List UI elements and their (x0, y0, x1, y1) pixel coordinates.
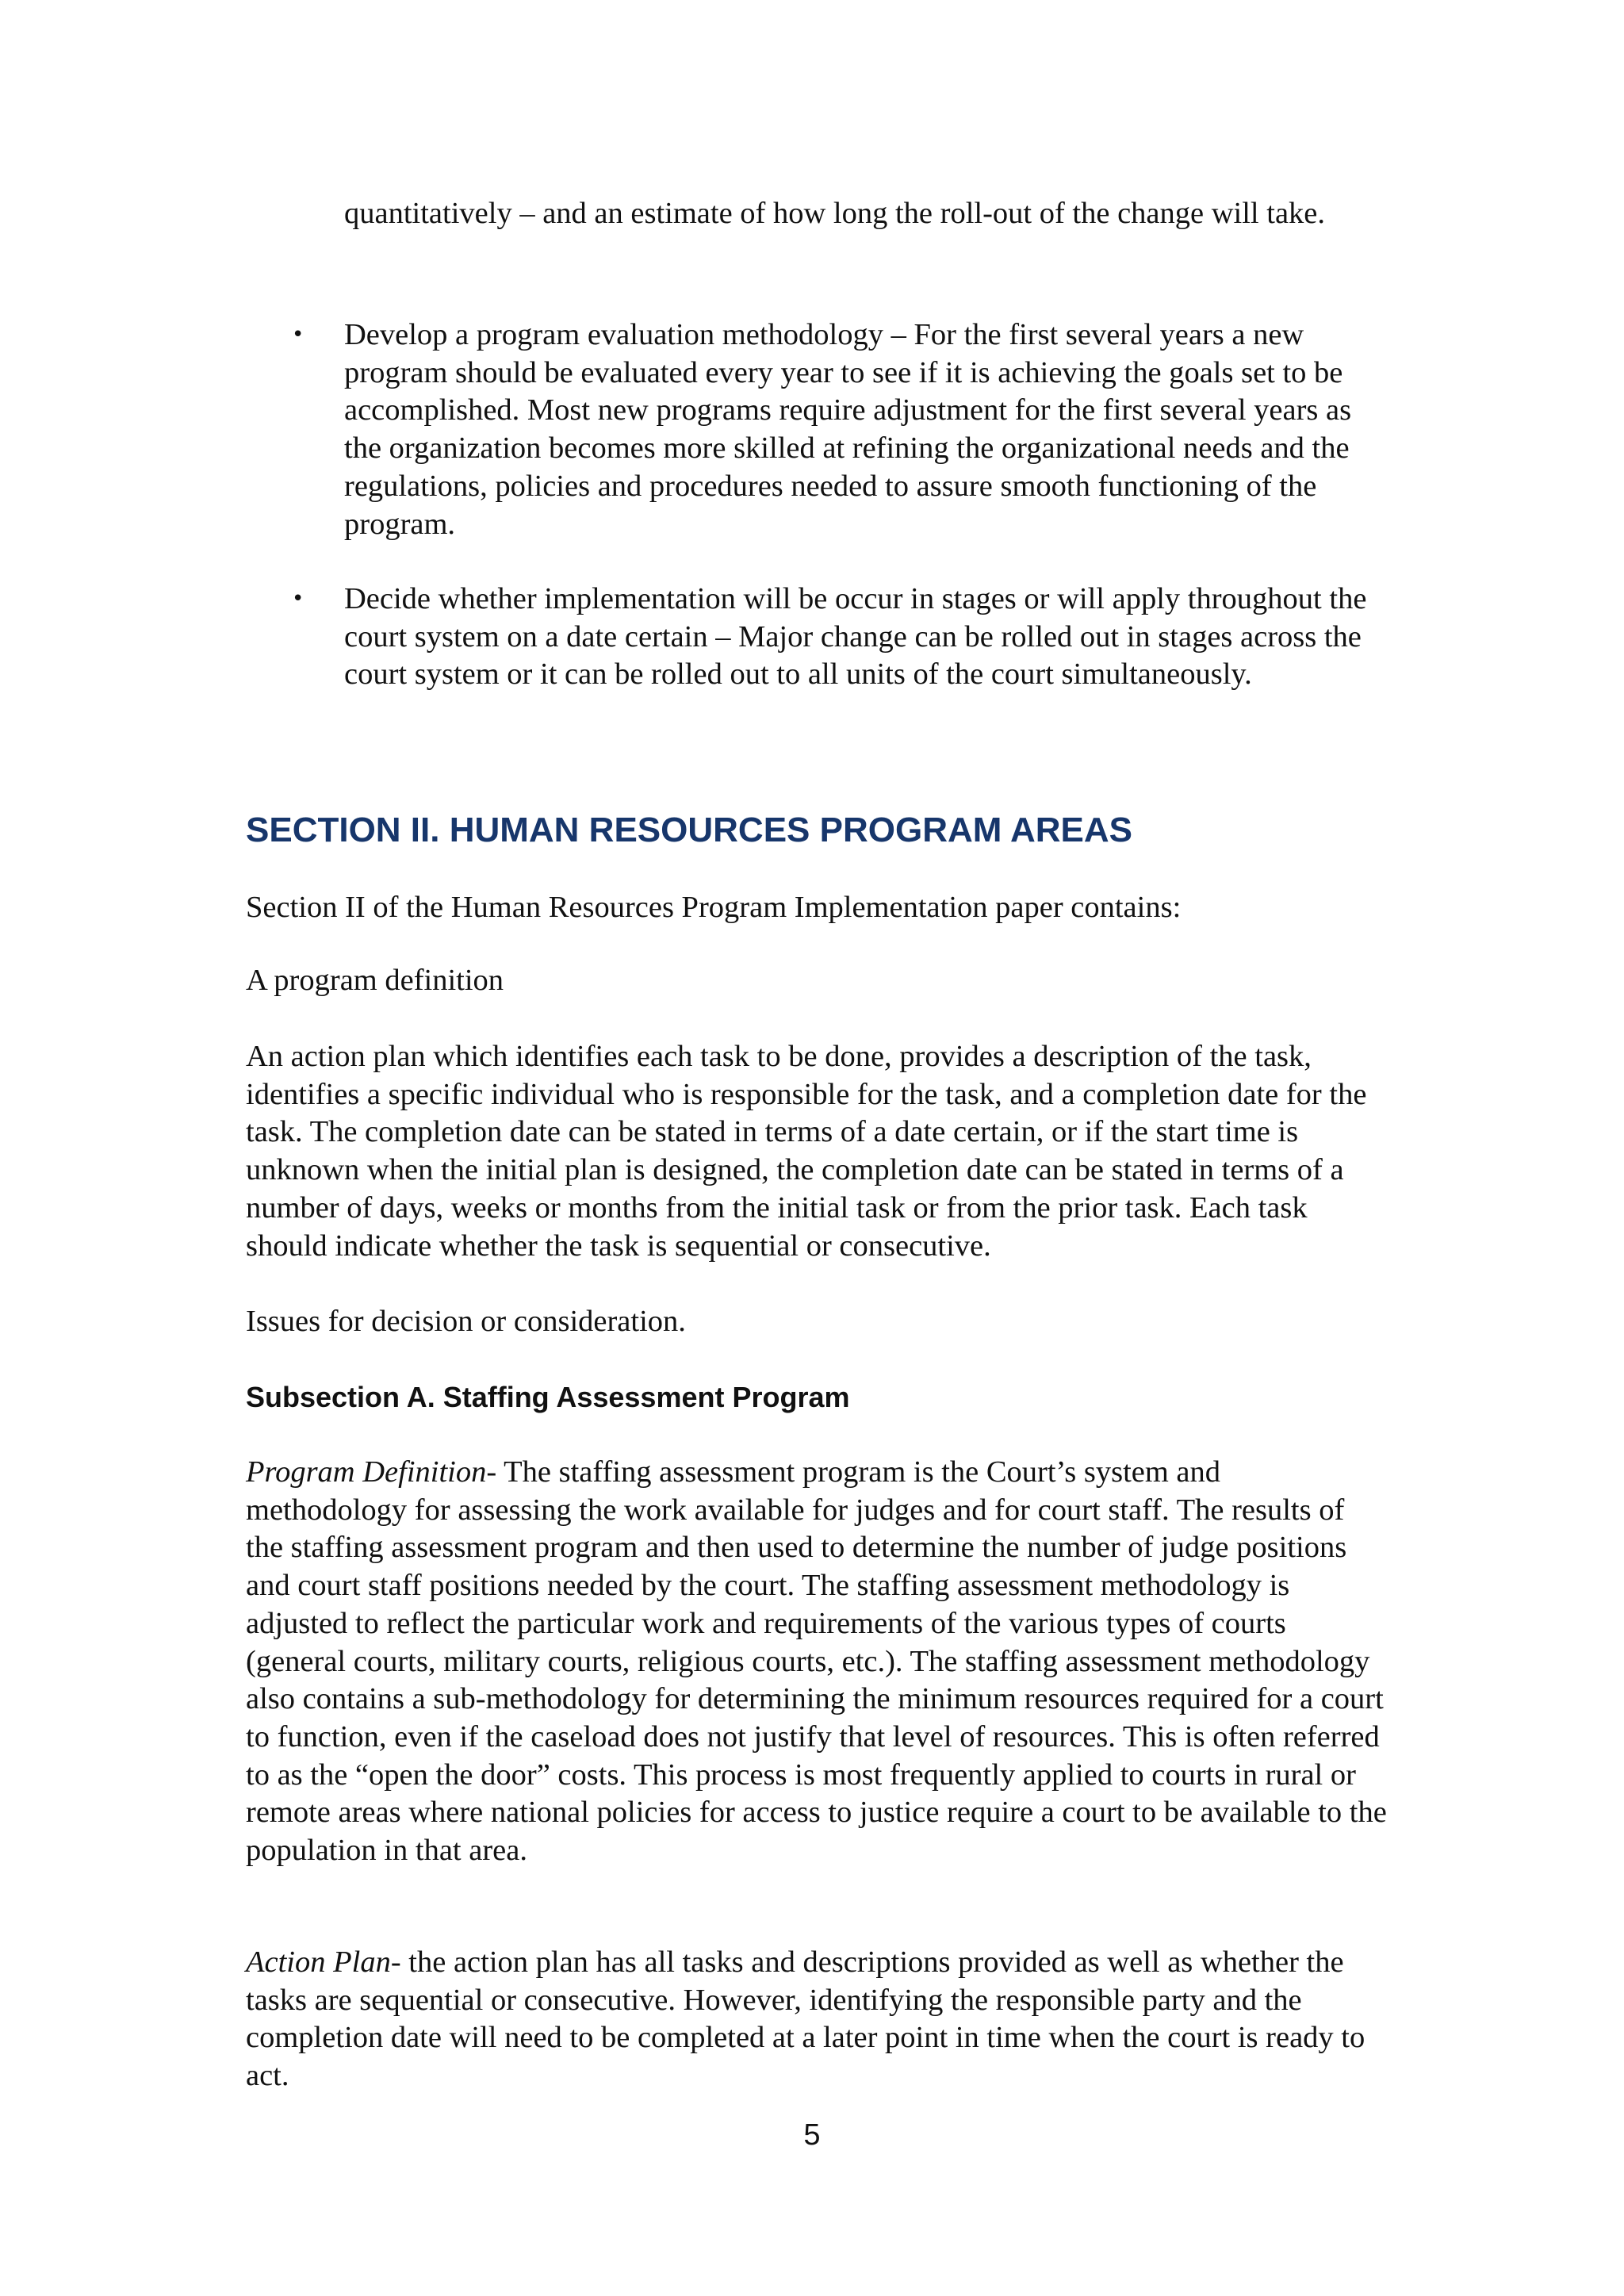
section-heading: SECTION II. HUMAN RESOURCES PROGRAM AREAS (246, 811, 1133, 849)
bullet-marker: • (292, 587, 304, 611)
continuation-paragraph: quantitatively – and an estimate of how long the roll-out of the change will take. (344, 197, 1326, 230)
program-definition-paragraph (246, 1454, 1388, 1870)
page-number: 5 (803, 2118, 821, 2152)
bullet-marker: • (292, 323, 304, 347)
bullet-item-evaluation: Develop a program evaluation methodology – For the first several years a new program should be evaluated every year to see if it is achieving the goals set to be accomplished. Most new programs require adjustment for the first several years as the organization becomes more skilled at refining the organizational needs and the regulations, policies and procedures needed to assure smooth functioning of the program. (344, 318, 1352, 541)
section-item-issues: Issues for decision or consideration. (246, 1305, 686, 1338)
action-plan-label: Action Plan- (246, 1945, 401, 1979)
action-plan-text: the action plan has all tasks and descriptions provided as well as whether the tasks are sequential or consecutive. However, identifying the responsible party and the completion date will need to be completed at a later point in time when the court is ready to act. (246, 1945, 1365, 2093)
bullet-item-implementation: Decide whether implementation will be occur in stages or will apply throughout the court system on a date certain – Major change can be rolled out in stages across the court system or it can be rolled out to all units of the court simultaneously. (344, 582, 1367, 692)
section-intro: Section II of the Human Resources Program Implementation paper contains: (246, 891, 1182, 924)
program-definition-label: Program Definition- (246, 1455, 497, 1489)
subsection-heading: Subsection A. Staffing Assessment Program (246, 1381, 850, 1413)
action-plan-paragraph (246, 1944, 1388, 2095)
program-definition-text: The staffing assessment program is the Court’s system and methodology for assessing the work available for judges and for court staff. The results of the staffing assessment program and then used to determine the number of judge positions and court staff positions needed by the court. The staffing assessment methodology is adjusted to reflect the particular work and requirements of the various types of courts (general courts, military courts, religious courts, etc.). The staffing assessment methodology also contains a sub-methodology for determining the minimum resources required for a court to function, even if the caseload does not justify that level of resources. This is often referred to as the “open the door” costs. This process is most frequently applied to courts in rural or remote areas where national policies for access to justice require a court to be available to the population in that area. (246, 1455, 1387, 1868)
section-item-action-plan: An action plan which identifies each task to be done, provides a description of the task, identifies a specific individual who is responsible for the task, and a completion date for the task. The completion date can be stated in terms of a date certain, or if the start time is unknown when the initial plan is designed, the completion date can be stated in terms of a number of days, weeks or months from the initial task or from the prior task. Each task should indicate whether the task is sequential or consecutive. (246, 1040, 1367, 1263)
section-item-definition: A program definition (246, 964, 504, 997)
